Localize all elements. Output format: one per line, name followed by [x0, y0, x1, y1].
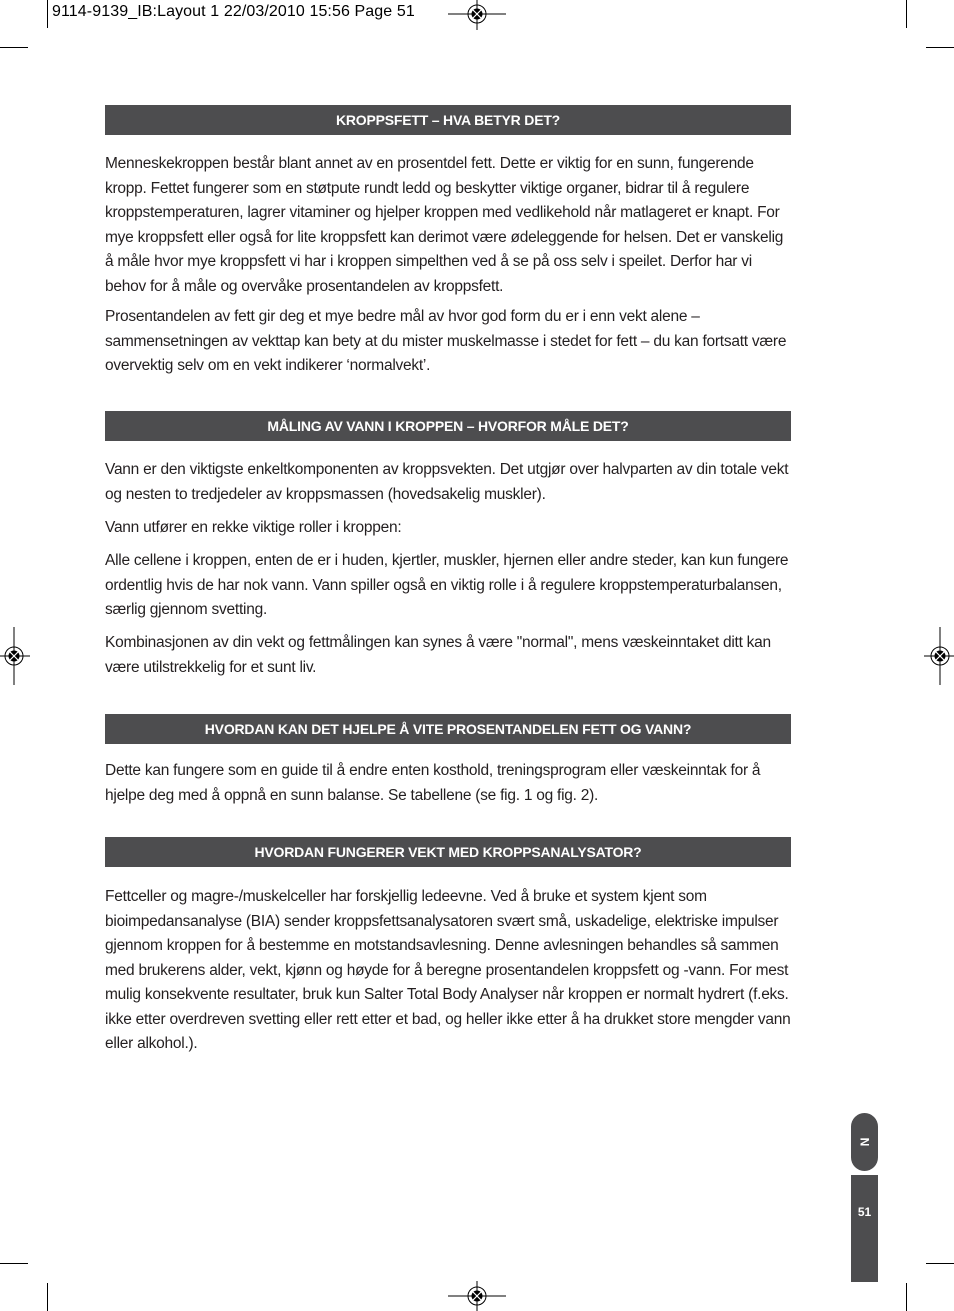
language-tab [851, 1113, 878, 1171]
registration-mark-top-icon [446, 0, 508, 30]
registration-mark-bottom-icon [446, 1281, 508, 1311]
how-it-helps-paragraph: Dette kan fungere som en guide til å endre enten kosthold, treningsprogram eller væskeinntak for å hjelpe deg med å oppnå en sunn balanse. Se tabellene (se fig. 1 og fig. 2). [105, 762, 761, 804]
section-heading-body-water: MÅLING AV VANN I KROPPEN – HVORFOR MÅLE DET? [105, 411, 791, 441]
body-water-paragraph-1: Vann er den viktigste enkeltkomponenten av kroppsvekten. Det utgjør over halvparten av din totale vekt og nesten to tredjedeler av kroppsmassen (hovedsakelig muskler). [105, 461, 789, 503]
page-number: 51 [857, 1205, 872, 1219]
section-heading-how-analyser-works: HVORDAN FUNGERER VEKT MED KROPPSANALYSATOR? [105, 837, 791, 867]
language-tab-label: N [857, 1137, 872, 1147]
printer-slug: 9114-9139_IB:Layout 1 22/03/2010 15:56 Page 51 [52, 3, 415, 20]
section-heading-body-fat: KROPPSFETT – HVA BETYR DET? [105, 105, 791, 135]
body-fat-paragraph-1: Menneskekroppen består blant annet av en prosentdel fett. Dette er viktig for en sunn, fungerende kropp. Fettet fungerer som en støtpute rundt ledd og beskytter viktige organer, bidrar til å regulere kroppstemperaturen, lagrer vitaminer og hjelper kroppen med vedlikehold når matlageret er knapt. For mye kroppsfett eller også for lite kroppsfett kan derimot være ødeleggende for helsen. Det er vanskelig å måle hvor mye kroppsfett vi har i kroppen simpelthen ved å se på oss selv i speilet. Derfor har vi behov for å måle og overvåke prosentandelen av kroppsfett. [105, 155, 784, 295]
page-number-tab [851, 1175, 878, 1282]
how-analyser-works-paragraph: Fettceller og magre-/muskelceller har forskjellig ledeevne. Ved å bruke et system kjent som bioimpedansanalyse (BIA) sender kroppsfettsanalysatoren svært små, uskadelige, elektriske impulser gjennom kroppen for å bestemme en motstandsavlesning. Denne avlesningen behandles så sammen med brukerens alder, vekt, kjønn og høyde for å beregne prosentandelen kroppsfett og -vann. For mest mulig konsekvente resultater, bruk kun Salter Total Body Analyser når kroppen er normalt hydrert (f.eks. ikke etter overdreven svetting eller rett etter et bad, og heller ikke etter å ha drukket store mengder vann eller alkohol.). [105, 888, 791, 1052]
body-water-paragraph-2: Vann utfører en rekke viktige roller i kroppen: [105, 519, 402, 536]
section-heading-how-it-helps: HVORDAN KAN DET HJELPE Å VITE PROSENTANDELEN FETT OG VANN? [105, 714, 791, 744]
body-water-paragraph-3: Alle cellene i kroppen, enten de er i huden, kjertler, muskler, hjernen eller andre steder, kan kun fungere ordentlig hvis de har nok vann. Vann spiller også en viktig rolle i å regulere kroppstemperaturbalansen, særlig gjennom svetting. [105, 552, 789, 618]
registration-mark-left-icon [0, 625, 30, 687]
body-water-paragraph-4: Kombinasjonen av din vekt og fettmålingen kan synes å være "normal", mens væskeinntaket ditt kan være utilstrekkelig for et sunt liv. [105, 634, 771, 676]
registration-mark-right-icon [924, 625, 954, 687]
body-fat-paragraph-2: Prosentandelen av fett gir deg et mye bedre mål av hvor god form du er i enn vekt alene – sammensetningen av vekttap kan bety at du mister muskelmasse i stedet for fett – du kan fortsatt være overvektig selv om en vekt indikerer ‘normalvekt’. [105, 308, 787, 374]
